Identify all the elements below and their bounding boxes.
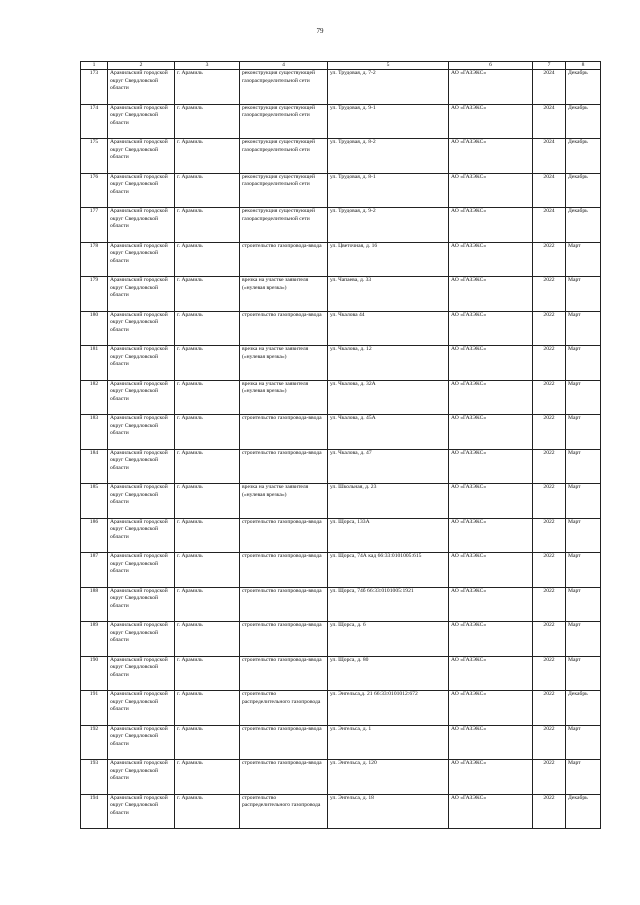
row-number: 183 xyxy=(81,415,108,450)
organization-cell: АО «ГАЗЭКС» xyxy=(449,656,533,691)
city-cell: г. Арамиль xyxy=(175,794,240,829)
address-cell: ул. Цветочная, д. 16 xyxy=(328,242,449,277)
year-cell: 2022 xyxy=(533,794,566,829)
district-cell: Арамильский городской округ Свердловской области xyxy=(108,242,175,277)
column-number: 5 xyxy=(328,62,449,70)
address-cell: ул. Щорса, 133А xyxy=(328,518,449,553)
table-row xyxy=(81,449,601,484)
year-cell: 2024 xyxy=(533,208,566,243)
organization-cell: АО «ГАЗЭКС» xyxy=(449,518,533,553)
city-cell: г. Арамиль xyxy=(175,415,240,450)
table-row xyxy=(81,104,601,139)
row-number: 189 xyxy=(81,622,108,657)
city-cell: г. Арамиль xyxy=(175,553,240,588)
city-cell: г. Арамиль xyxy=(175,346,240,381)
year-cell: 2022 xyxy=(533,380,566,415)
month-cell: Март xyxy=(566,346,601,381)
work-type-cell: строительство газопровода-ввода xyxy=(240,553,328,588)
row-number: 191 xyxy=(81,691,108,726)
district-cell: Арамильский городской округ Свердловской области xyxy=(108,622,175,657)
address-cell: ул. Энгельса,д. 21 66:33:0101012:672 xyxy=(328,691,449,726)
address-cell: ул. Чкалова 44 xyxy=(328,311,449,346)
row-number: 186 xyxy=(81,518,108,553)
table-row xyxy=(81,622,601,657)
district-cell: Арамильский городской округ Свердловской области xyxy=(108,415,175,450)
organization-cell: АО «ГАЗЭКС» xyxy=(449,449,533,484)
row-number: 174 xyxy=(81,104,108,139)
table-row xyxy=(81,691,601,726)
row-number: 185 xyxy=(81,484,108,519)
row-number: 188 xyxy=(81,587,108,622)
address-cell: ул. Трудовая, д. 8-1 xyxy=(328,173,449,208)
address-cell: ул. Щорса, д. 80 xyxy=(328,656,449,691)
column-number: 2 xyxy=(108,62,175,70)
year-cell: 2022 xyxy=(533,518,566,553)
row-number: 179 xyxy=(81,277,108,312)
address-cell: ул. Чкалова, д. 47 xyxy=(328,449,449,484)
city-cell: г. Арамиль xyxy=(175,484,240,519)
work-type-cell: строительство газопровода-ввода xyxy=(240,242,328,277)
work-type-cell: строительство распределительного газопровода xyxy=(240,794,328,829)
row-number: 194 xyxy=(81,794,108,829)
organization-cell: АО «ГАЗЭКС» xyxy=(449,725,533,760)
district-cell: Арамильский городской округ Свердловской области xyxy=(108,380,175,415)
row-number: 192 xyxy=(81,725,108,760)
district-cell: Арамильский городской округ Свердловской области xyxy=(108,518,175,553)
district-cell: Арамильский городской округ Свердловской области xyxy=(108,691,175,726)
table-row xyxy=(81,587,601,622)
month-cell: Декабрь xyxy=(566,139,601,174)
month-cell: Март xyxy=(566,311,601,346)
organization-cell: АО «ГАЗЭКС» xyxy=(449,173,533,208)
table-row xyxy=(81,553,601,588)
year-cell: 2022 xyxy=(533,622,566,657)
work-type-cell: строительство газопровода-ввода xyxy=(240,622,328,657)
month-cell: Март xyxy=(566,553,601,588)
month-cell: Март xyxy=(566,242,601,277)
organization-cell: АО «ГАЗЭКС» xyxy=(449,622,533,657)
district-cell: Арамильский городской округ Свердловской области xyxy=(108,449,175,484)
month-cell: Март xyxy=(566,380,601,415)
table-row xyxy=(81,380,601,415)
address-cell: ул. Щорса, 74б 66:33:0101005:1921 xyxy=(328,587,449,622)
work-type-cell: строительство распределительного газопровода xyxy=(240,691,328,726)
month-cell: Март xyxy=(566,277,601,312)
year-cell: 2022 xyxy=(533,311,566,346)
district-cell: Арамильский городской округ Свердловской области xyxy=(108,484,175,519)
address-cell: ул. Щорса, д. 6 xyxy=(328,622,449,657)
year-cell: 2022 xyxy=(533,656,566,691)
address-cell: ул. Трудовая, д. 9-2 xyxy=(328,208,449,243)
work-type-cell: реконструкция существующей газораспределительной сети xyxy=(240,139,328,174)
city-cell: г. Арамиль xyxy=(175,656,240,691)
district-cell: Арамильский городской округ Свердловской области xyxy=(108,173,175,208)
table-row xyxy=(81,242,601,277)
organization-cell: АО «ГАЗЭКС» xyxy=(449,104,533,139)
month-cell: Март xyxy=(566,518,601,553)
table-row xyxy=(81,173,601,208)
row-number: 180 xyxy=(81,311,108,346)
row-number: 178 xyxy=(81,242,108,277)
organization-cell: АО «ГАЗЭКС» xyxy=(449,691,533,726)
city-cell: г. Арамиль xyxy=(175,311,240,346)
address-cell: ул. Трудовая, д. 7-2 xyxy=(328,70,449,105)
table-row xyxy=(81,346,601,381)
table-row xyxy=(81,70,601,105)
year-cell: 2022 xyxy=(533,691,566,726)
table-row xyxy=(81,794,601,829)
address-cell: ул. Энгельса, д. 1 xyxy=(328,725,449,760)
column-number-row xyxy=(81,62,601,70)
district-cell: Арамильский городской округ Свердловской области xyxy=(108,553,175,588)
city-cell: г. Арамиль xyxy=(175,139,240,174)
city-cell: г. Арамиль xyxy=(175,277,240,312)
organization-cell: АО «ГАЗЭКС» xyxy=(449,484,533,519)
organization-cell: АО «ГАЗЭКС» xyxy=(449,277,533,312)
row-number: 190 xyxy=(81,656,108,691)
organization-cell: АО «ГАЗЭКС» xyxy=(449,242,533,277)
row-number: 193 xyxy=(81,760,108,795)
row-number: 176 xyxy=(81,173,108,208)
column-number: 4 xyxy=(240,62,328,70)
address-cell: ул. Чкалова, д. 12 xyxy=(328,346,449,381)
year-cell: 2022 xyxy=(533,484,566,519)
district-cell: Арамильский городской округ Свердловской области xyxy=(108,760,175,795)
organization-cell: АО «ГАЗЭКС» xyxy=(449,553,533,588)
work-type-cell: врезка на участке заявителя («нулевая врезка») xyxy=(240,484,328,519)
year-cell: 2022 xyxy=(533,725,566,760)
year-cell: 2024 xyxy=(533,104,566,139)
work-type-cell: строительство газопровода-ввода xyxy=(240,760,328,795)
register-body xyxy=(81,70,601,829)
city-cell: г. Арамиль xyxy=(175,208,240,243)
work-type-cell: строительство газопровода-ввода xyxy=(240,449,328,484)
work-type-cell: реконструкция существующей газораспределительной сети xyxy=(240,70,328,105)
city-cell: г. Арамиль xyxy=(175,449,240,484)
work-type-cell: строительство газопровода-ввода xyxy=(240,415,328,450)
city-cell: г. Арамиль xyxy=(175,380,240,415)
table-row xyxy=(81,277,601,312)
month-cell: Март xyxy=(566,622,601,657)
month-cell: Март xyxy=(566,760,601,795)
work-type-cell: строительство газопровода-ввода xyxy=(240,656,328,691)
district-cell: Арамильский городской округ Свердловской области xyxy=(108,346,175,381)
year-cell: 2022 xyxy=(533,242,566,277)
row-number: 177 xyxy=(81,208,108,243)
city-cell: г. Арамиль xyxy=(175,518,240,553)
work-type-cell: реконструкция существующей газораспределительной сети xyxy=(240,208,328,243)
year-cell: 2022 xyxy=(533,760,566,795)
column-number: 1 xyxy=(81,62,108,70)
city-cell: г. Арамиль xyxy=(175,173,240,208)
month-cell: Март xyxy=(566,656,601,691)
district-cell: Арамильский городской округ Свердловской области xyxy=(108,725,175,760)
month-cell: Декабрь xyxy=(566,794,601,829)
city-cell: г. Арамиль xyxy=(175,587,240,622)
table-row xyxy=(81,518,601,553)
organization-cell: АО «ГАЗЭКС» xyxy=(449,139,533,174)
year-cell: 2024 xyxy=(533,139,566,174)
city-cell: г. Арамиль xyxy=(175,104,240,139)
address-cell: ул. Энгельса, д. 120 xyxy=(328,760,449,795)
district-cell: Арамильский городской округ Свердловской области xyxy=(108,656,175,691)
register-table xyxy=(80,61,601,829)
work-type-cell: строительство газопровода-ввода xyxy=(240,725,328,760)
district-cell: Арамильский городской округ Свердловской области xyxy=(108,311,175,346)
month-cell: Март xyxy=(566,449,601,484)
address-cell: ул. Чкалова, д. 45А xyxy=(328,415,449,450)
table-row xyxy=(81,484,601,519)
city-cell: г. Арамиль xyxy=(175,242,240,277)
year-cell: 2022 xyxy=(533,553,566,588)
month-cell: Декабрь xyxy=(566,70,601,105)
table-row xyxy=(81,311,601,346)
year-cell: 2024 xyxy=(533,70,566,105)
month-cell: Март xyxy=(566,587,601,622)
page-number: 79 xyxy=(316,27,324,35)
district-cell: Арамильский городской округ Свердловской области xyxy=(108,208,175,243)
column-number: 7 xyxy=(533,62,566,70)
year-cell: 2022 xyxy=(533,587,566,622)
column-number: 8 xyxy=(566,62,601,70)
month-cell: Декабрь xyxy=(566,691,601,726)
work-type-cell: реконструкция существующей газораспределительной сети xyxy=(240,104,328,139)
work-type-cell: строительство газопровода-ввода xyxy=(240,518,328,553)
city-cell: г. Арамиль xyxy=(175,760,240,795)
month-cell: Март xyxy=(566,415,601,450)
year-cell: 2022 xyxy=(533,346,566,381)
district-cell: Арамильский городской округ Свердловской области xyxy=(108,139,175,174)
work-type-cell: врезка на участке заявителя («нулевая врезка») xyxy=(240,380,328,415)
year-cell: 2024 xyxy=(533,173,566,208)
year-cell: 2022 xyxy=(533,415,566,450)
work-type-cell: врезка на участке заявителя («нулевая врезка») xyxy=(240,346,328,381)
address-cell: ул. Щорса, 74А кад 66:33:0101005:615 xyxy=(328,553,449,588)
table-row xyxy=(81,760,601,795)
city-cell: г. Арамиль xyxy=(175,725,240,760)
district-cell: Арамильский городской округ Свердловской области xyxy=(108,104,175,139)
organization-cell: АО «ГАЗЭКС» xyxy=(449,415,533,450)
month-cell: Март xyxy=(566,484,601,519)
year-cell: 2022 xyxy=(533,277,566,312)
organization-cell: АО «ГАЗЭКС» xyxy=(449,70,533,105)
column-number: 3 xyxy=(175,62,240,70)
month-cell: Декабрь xyxy=(566,104,601,139)
address-cell: ул. Трудовая, д. 9-1 xyxy=(328,104,449,139)
address-cell: ул. Чкалова, д. 32А xyxy=(328,380,449,415)
city-cell: г. Арамиль xyxy=(175,691,240,726)
month-cell: Декабрь xyxy=(566,173,601,208)
month-cell: Декабрь xyxy=(566,208,601,243)
organization-cell: АО «ГАЗЭКС» xyxy=(449,311,533,346)
organization-cell: АО «ГАЗЭКС» xyxy=(449,346,533,381)
district-cell: Арамильский городской округ Свердловской области xyxy=(108,70,175,105)
work-type-cell: врезка на участке заявителя («нулевая врезка») xyxy=(240,277,328,312)
row-number: 182 xyxy=(81,380,108,415)
month-cell: Март xyxy=(566,725,601,760)
row-number: 187 xyxy=(81,553,108,588)
organization-cell: АО «ГАЗЭКС» xyxy=(449,760,533,795)
organization-cell: АО «ГАЗЭКС» xyxy=(449,587,533,622)
city-cell: г. Арамиль xyxy=(175,70,240,105)
address-cell: ул. Школьная, д. 23 xyxy=(328,484,449,519)
district-cell: Арамильский городской округ Свердловской области xyxy=(108,277,175,312)
address-cell: ул. Энгельса, д. 18 xyxy=(328,794,449,829)
organization-cell: АО «ГАЗЭКС» xyxy=(449,380,533,415)
city-cell: г. Арамиль xyxy=(175,622,240,657)
year-cell: 2022 xyxy=(533,449,566,484)
organization-cell: АО «ГАЗЭКС» xyxy=(449,794,533,829)
work-type-cell: реконструкция существующей газораспределительной сети xyxy=(240,173,328,208)
district-cell: Арамильский городской округ Свердловской области xyxy=(108,794,175,829)
table-row xyxy=(81,725,601,760)
district-cell: Арамильский городской округ Свердловской области xyxy=(108,587,175,622)
row-number: 184 xyxy=(81,449,108,484)
table-row xyxy=(81,139,601,174)
row-number: 181 xyxy=(81,346,108,381)
organization-cell: АО «ГАЗЭКС» xyxy=(449,208,533,243)
work-type-cell: строительство газопровода-ввода xyxy=(240,311,328,346)
work-type-cell: строительство газопровода-ввода xyxy=(240,587,328,622)
row-number: 175 xyxy=(81,139,108,174)
address-cell: ул. Чапаева, д. 33 xyxy=(328,277,449,312)
table-row xyxy=(81,656,601,691)
row-number: 173 xyxy=(81,70,108,105)
table-row xyxy=(81,415,601,450)
address-cell: ул. Трудовая, д. 8-2 xyxy=(328,139,449,174)
column-number: 6 xyxy=(449,62,533,70)
table-row xyxy=(81,208,601,243)
